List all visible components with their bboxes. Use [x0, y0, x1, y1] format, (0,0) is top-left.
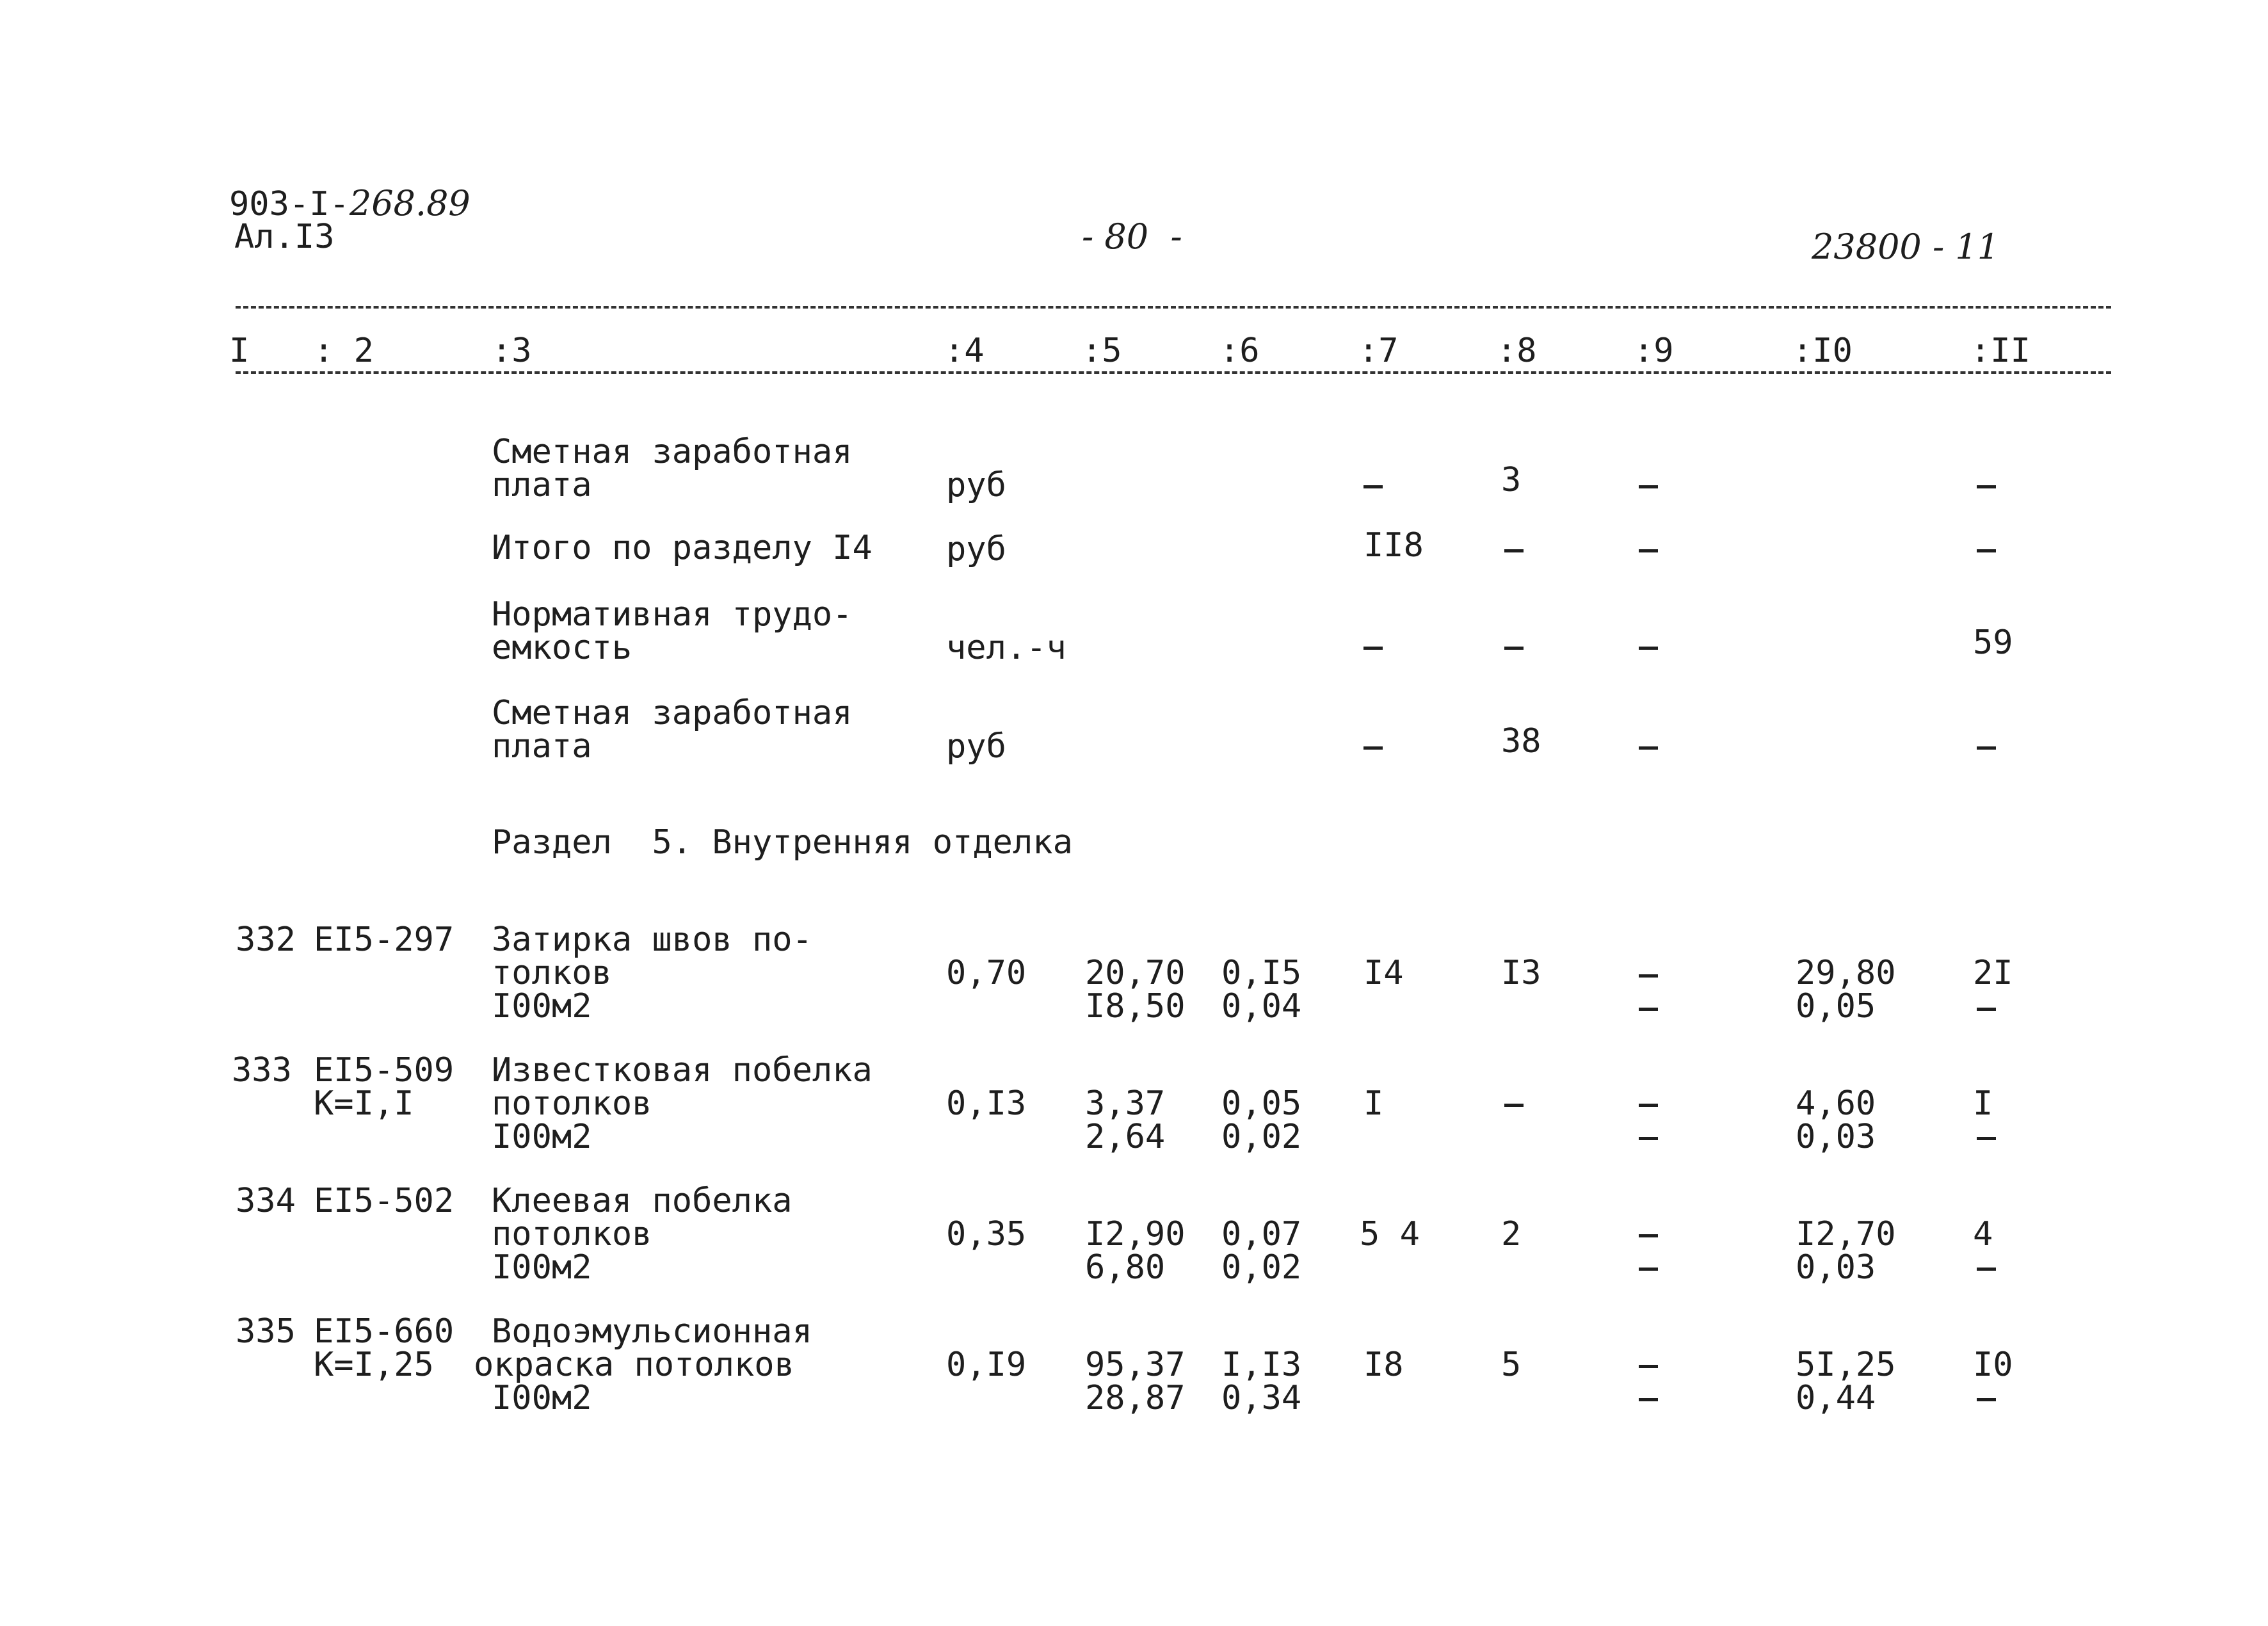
row-code-coefficient: К=I,I — [314, 1084, 414, 1123]
summary-col7-dash — [1363, 746, 1383, 750]
row-col9-top-dash — [1639, 1234, 1658, 1237]
row-col10-top: 4,60 — [1796, 1084, 1876, 1123]
row-col11-top: I0 — [1973, 1346, 2013, 1384]
row-unit: I00м2 — [492, 987, 592, 1026]
column-header-1: I — [229, 332, 250, 370]
column-header-6: :6 — [1219, 332, 1260, 370]
row-col6-top: 0,07 — [1221, 1215, 1302, 1253]
row-unit: I00м2 — [492, 1248, 592, 1287]
row-col10-bottom: 0,03 — [1796, 1248, 1876, 1287]
summary-col8-dash — [1504, 647, 1524, 650]
row-name-line2: потолков — [492, 1215, 652, 1253]
row-col10-bottom: 0,05 — [1796, 987, 1876, 1026]
row-col7: I — [1363, 1084, 1384, 1123]
row-col5-top: 3,37 — [1085, 1084, 1166, 1123]
row-col9-bottom-dash — [1639, 1137, 1658, 1140]
row-col11-top: I — [1973, 1084, 1993, 1123]
column-header-7: :7 — [1358, 332, 1399, 370]
summary-unit: руб — [946, 727, 1006, 766]
row-unit: I00м2 — [492, 1379, 592, 1417]
row-col5-top: 95,37 — [1085, 1346, 1186, 1384]
summary-col11-dash — [1977, 746, 1996, 750]
row-number: 334 — [236, 1182, 296, 1220]
row-col11-bottom-dash — [1977, 1398, 1996, 1401]
row-col7: 5 4 — [1360, 1215, 1420, 1253]
summary-col11-dash — [1977, 549, 1996, 552]
summary-col9-dash — [1639, 485, 1658, 488]
row-col9-bottom-dash — [1639, 1008, 1658, 1011]
row-name-line1: Известковая побелка — [492, 1051, 873, 1090]
summary-col7-dash — [1363, 647, 1383, 650]
row-col8-dash — [1504, 1104, 1524, 1107]
row-number: 332 — [236, 921, 296, 959]
summary-col9-dash — [1639, 647, 1658, 650]
row-col10-top: I2,70 — [1796, 1215, 1896, 1253]
row-col8: I3 — [1501, 954, 1541, 992]
column-header-9: :9 — [1634, 332, 1674, 370]
row-name-line1: Водоэмульсионная — [492, 1312, 812, 1351]
document-code-handwritten: 268.89 — [349, 183, 470, 223]
row-col6-top: 0,05 — [1221, 1084, 1302, 1123]
row-col9-bottom-dash — [1639, 1268, 1658, 1271]
summary-col8: 3 — [1501, 461, 1522, 499]
row-col9-top-dash — [1639, 1365, 1658, 1368]
summary-unit: чел.-ч — [946, 629, 1066, 667]
row-unit: I00м2 — [492, 1118, 592, 1156]
row-col10-top: 5I,25 — [1796, 1346, 1896, 1384]
page-number: - 80 - — [1082, 216, 1182, 257]
row-col10-bottom: 0,44 — [1796, 1379, 1876, 1417]
row-quantity: 0,I3 — [946, 1084, 1027, 1123]
column-header-10: :I0 — [1792, 332, 1853, 370]
row-name-line2: толков — [492, 954, 612, 992]
document-number: 23800 - 11 — [1812, 227, 2000, 267]
row-code: EI5-660 — [314, 1312, 454, 1351]
row-col7: I4 — [1363, 954, 1404, 992]
column-header-2: : 2 — [314, 332, 374, 370]
summary-label-line1: Сметная заработная — [492, 433, 853, 471]
row-col11-bottom-dash — [1977, 1268, 1996, 1271]
row-number: 335 — [236, 1312, 296, 1351]
row-col6-bottom: 0,02 — [1221, 1248, 1302, 1287]
row-name-line1: Затирка швов по- — [492, 921, 812, 959]
column-header-11: :II — [1970, 332, 2031, 370]
row-col9-top-dash — [1639, 974, 1658, 978]
summary-unit: руб — [946, 530, 1006, 568]
row-quantity: 0,I9 — [946, 1346, 1027, 1384]
row-col5-bottom: I8,50 — [1085, 987, 1186, 1026]
row-quantity: 0,70 — [946, 954, 1027, 992]
row-col6-top: I,I3 — [1221, 1346, 1302, 1384]
row-col8: 5 — [1501, 1346, 1522, 1384]
album-label: Ал.I3 — [234, 218, 335, 256]
row-col9-bottom-dash — [1639, 1398, 1658, 1401]
summary-label-line1: Нормативная трудо- — [492, 595, 853, 634]
row-code-coefficient: К=I,25 — [314, 1346, 434, 1384]
column-header-3: :3 — [492, 332, 532, 370]
summary-col11-dash — [1977, 485, 1996, 488]
summary-label-line2: плата — [492, 727, 592, 766]
header-top-rule — [236, 306, 2111, 309]
row-col6-bottom: 0,04 — [1221, 987, 1302, 1026]
row-col11-top: 2I — [1973, 954, 2013, 992]
summary-col7-dash — [1363, 485, 1383, 488]
row-col11-bottom-dash — [1977, 1137, 1996, 1140]
row-number: 333 — [232, 1051, 292, 1090]
row-col5-bottom: 2,64 — [1085, 1118, 1166, 1156]
summary-label-line2: плата — [492, 466, 592, 504]
column-header-8: :8 — [1497, 332, 1537, 370]
summary-col8-dash — [1504, 549, 1524, 552]
row-col11-bottom-dash — [1977, 1008, 1996, 1011]
row-name-line2: потолков — [492, 1084, 652, 1123]
row-col5-top: I2,90 — [1085, 1215, 1186, 1253]
summary-label-line1: Итого по разделу I4 — [492, 529, 873, 567]
row-code: EI5-502 — [314, 1182, 454, 1220]
summary-col9-dash — [1639, 746, 1658, 750]
row-col10-bottom: 0,03 — [1796, 1118, 1876, 1156]
row-name-line1: Клеевая побелка — [492, 1182, 792, 1220]
row-col5-bottom: 6,80 — [1085, 1248, 1166, 1287]
column-header-4: :4 — [944, 332, 985, 370]
row-col5-top: 20,70 — [1085, 954, 1186, 992]
row-col6-bottom: 0,34 — [1221, 1379, 1302, 1417]
summary-col7: II8 — [1363, 526, 1424, 565]
header-bottom-rule — [236, 371, 2111, 374]
row-col7: I8 — [1363, 1346, 1404, 1384]
summary-col11: 59 — [1973, 624, 2013, 662]
row-code: EI5-509 — [314, 1051, 454, 1090]
document-code — [229, 183, 470, 223]
row-name-line2: окраска потолков — [474, 1346, 794, 1384]
row-code: EI5-297 — [314, 921, 454, 959]
section-title: Раздел 5. Внутренняя отделка — [492, 823, 1073, 862]
row-col10-top: 29,80 — [1796, 954, 1896, 992]
row-col11-top: 4 — [1973, 1215, 1993, 1253]
summary-label-line2: емкость — [492, 629, 632, 667]
row-col9-top-dash — [1639, 1104, 1658, 1107]
summary-label-line1: Сметная заработная — [492, 694, 853, 732]
summary-unit: руб — [946, 466, 1006, 504]
column-header-5: :5 — [1082, 332, 1122, 370]
row-col5-bottom: 28,87 — [1085, 1379, 1186, 1417]
row-col8: 2 — [1501, 1215, 1522, 1253]
summary-col8: 38 — [1501, 722, 1541, 761]
document-code-printed: 903-I- — [229, 185, 350, 223]
row-quantity: 0,35 — [946, 1215, 1027, 1253]
summary-col9-dash — [1639, 549, 1658, 552]
row-col6-bottom: 0,02 — [1221, 1118, 1302, 1156]
row-col6-top: 0,I5 — [1221, 954, 1302, 992]
